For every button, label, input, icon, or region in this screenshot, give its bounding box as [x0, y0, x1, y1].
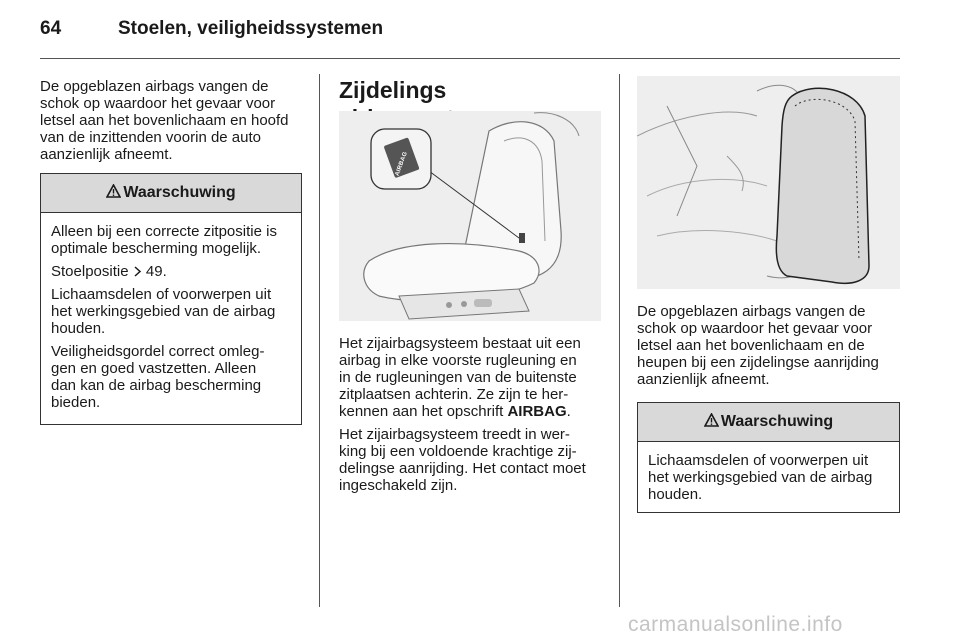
column-left [40, 78, 310, 169]
warning-paragraph: Alleen bij een correcte zitpositie is optimale bescherming mogelijk. [51, 223, 277, 257]
seat-airbag-label-figure [339, 111, 601, 321]
warning-paragraph: Lichaamsdelen of voorwerpen uit het werkingsgebied van de airbag houden. [648, 452, 873, 503]
warning-header [41, 174, 301, 213]
warning-body [41, 213, 301, 425]
side-airbag-effect: De opgeblazen airbags vangen de schok op waardoor het gevaar voor letsel aan het bovenlichaam en de heupen bij een zijdelingse aanrijding aanzienlijk afneemt. [637, 303, 879, 388]
airbag-tag-label: AIRBAG [394, 151, 409, 177]
section-heading: Zijdelings [339, 77, 447, 103]
side-airbag-description: Het zijairbagsysteem bestaat uit een airbag in elke voorste rugleuning en in de rugleuningen van de buitenste zitplaatsen achterin. Ze zijn te her- kennen aan het opschrift AIRBAG. [339, 335, 581, 420]
inflated-side-airbag-figure [637, 76, 900, 289]
warning-title: Waarschuwing [720, 413, 834, 430]
seat-position-reference: Stoelpositie 49. [51, 263, 167, 280]
warning-box-left [40, 173, 302, 425]
column-middle-text [339, 335, 609, 500]
column-divider-1 [319, 74, 320, 607]
warning-body [638, 442, 899, 517]
page-reference-icon [133, 263, 142, 280]
warning-triangle-icon [106, 184, 121, 203]
warning-box-right [637, 402, 900, 513]
watermark: carmanualsonline.info [628, 613, 843, 636]
warning-header [638, 403, 899, 442]
warning-title: Waarschuwing [123, 184, 236, 201]
warning-triangle-icon [704, 413, 719, 432]
header-divider [40, 58, 900, 59]
warning-paragraph: Veiligheidsgordel correct omleg- gen en goed vastzetten. Alleen dan kan de airbag bescherming bieden. [51, 343, 265, 411]
warning-paragraph: Lichaamsdelen of voorwerpen uit het werkingsgebied van de airbag houden. [51, 286, 276, 337]
column-divider-2 [619, 74, 620, 607]
page-number: 64 [40, 18, 62, 39]
airbag-label-text: AIRBAG [507, 403, 567, 420]
column-right-text [637, 303, 905, 394]
intro-paragraph: De opgeblazen airbags vangen de schok op waardoor het gevaar voor letsel aan het bovenlichaam en hoofd van de inzittenden voorin de auto aanzienlijk afneemt. [40, 78, 289, 163]
side-airbag-activation: Het zijairbagsysteem treedt in wer- king bij een voldoende krachtige zij- delingse aanrijding. Het contact moet ingeschakeld zijn. [339, 426, 586, 494]
page-title: Stoelen, veiligheidssystemen [118, 18, 384, 39]
